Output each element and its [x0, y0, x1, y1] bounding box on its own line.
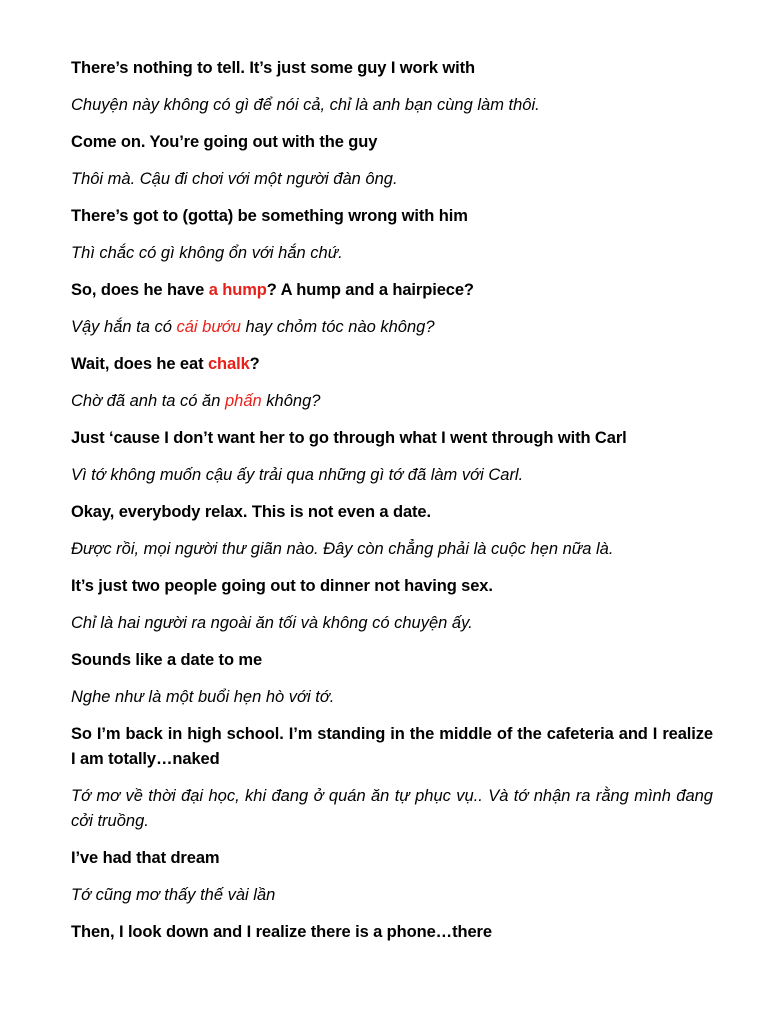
vietnamese-line-10: Tớ mơ về thời đại học, khi đang ở quán ăn tự phục vụ.. Và tớ nhận ra rằng mình đang cởi truồng.: [71, 787, 713, 830]
english-line-6: Just ‘cause I don’t want her to go through what I went through with Carl: [71, 429, 627, 447]
vietnamese-line-7: Được rồi, mọi người thư giãn nào. Đây còn chẳng phải là cuộc hẹn nữa là.: [71, 540, 614, 558]
highlighted-term: chalk: [207, 355, 250, 373]
vietnamese-line-3: Thì chắc có gì không ổn với hắn chứ.: [71, 244, 343, 262]
highlighted-term: cái bướu: [176, 318, 241, 336]
vietnamese-line-2: Thôi mà. Cậu đi chơi với một người đàn ông.: [71, 170, 398, 188]
highlighted-term: phấn: [225, 392, 262, 410]
vietnamese-line-6: Vì tớ không muốn cậu ấy trải qua những gì tớ đã làm với Carl.: [71, 466, 524, 484]
english-line-3: There’s got to (gotta) be something wrong with him: [71, 207, 468, 225]
english-line-11: I’ve had that dream: [71, 849, 220, 867]
english-line-7: Okay, everybody relax. This is not even a date.: [71, 503, 431, 521]
english-line-8: It’s just two people going out to dinner not having sex.: [71, 577, 493, 595]
vietnamese-line-1: Chuyện này không có gì để nói cả, chỉ là anh bạn cùng làm thôi.: [71, 96, 540, 114]
vietnamese-line-9: Nghe như là một buổi hẹn hò với tớ.: [71, 688, 335, 706]
english-line-1: There’s nothing to tell. It’s just some guy I work with: [71, 59, 475, 77]
vietnamese-line-11: Tớ cũng mơ thấy thế vài lần: [71, 886, 276, 904]
english-line-5: Wait, does he eat chalk?: [71, 355, 260, 373]
vietnamese-line-5: Chờ đã anh ta có ăn phấn không?: [71, 392, 321, 410]
highlighted-term: a hump: [208, 281, 267, 299]
english-line-9: Sounds like a date to me: [71, 651, 263, 669]
document-page: [71, 56, 713, 957]
english-line-4: So, does he have a hump? A hump and a hairpiece?: [71, 281, 474, 299]
english-line-2: Come on. You’re going out with the guy: [71, 133, 378, 151]
english-line-10: So I’m back in high school. I’m standing in the middle of the cafeteria and I realize I am totally…naked: [71, 725, 713, 768]
vietnamese-line-4: Vậy hắn ta có cái bướu hay chỏm tóc nào không?: [71, 318, 435, 336]
vietnamese-line-8: Chỉ là hai người ra ngoài ăn tối và không có chuyện ấy.: [71, 614, 473, 632]
english-line-12: Then, I look down and I realize there is a phone…there: [71, 923, 492, 941]
